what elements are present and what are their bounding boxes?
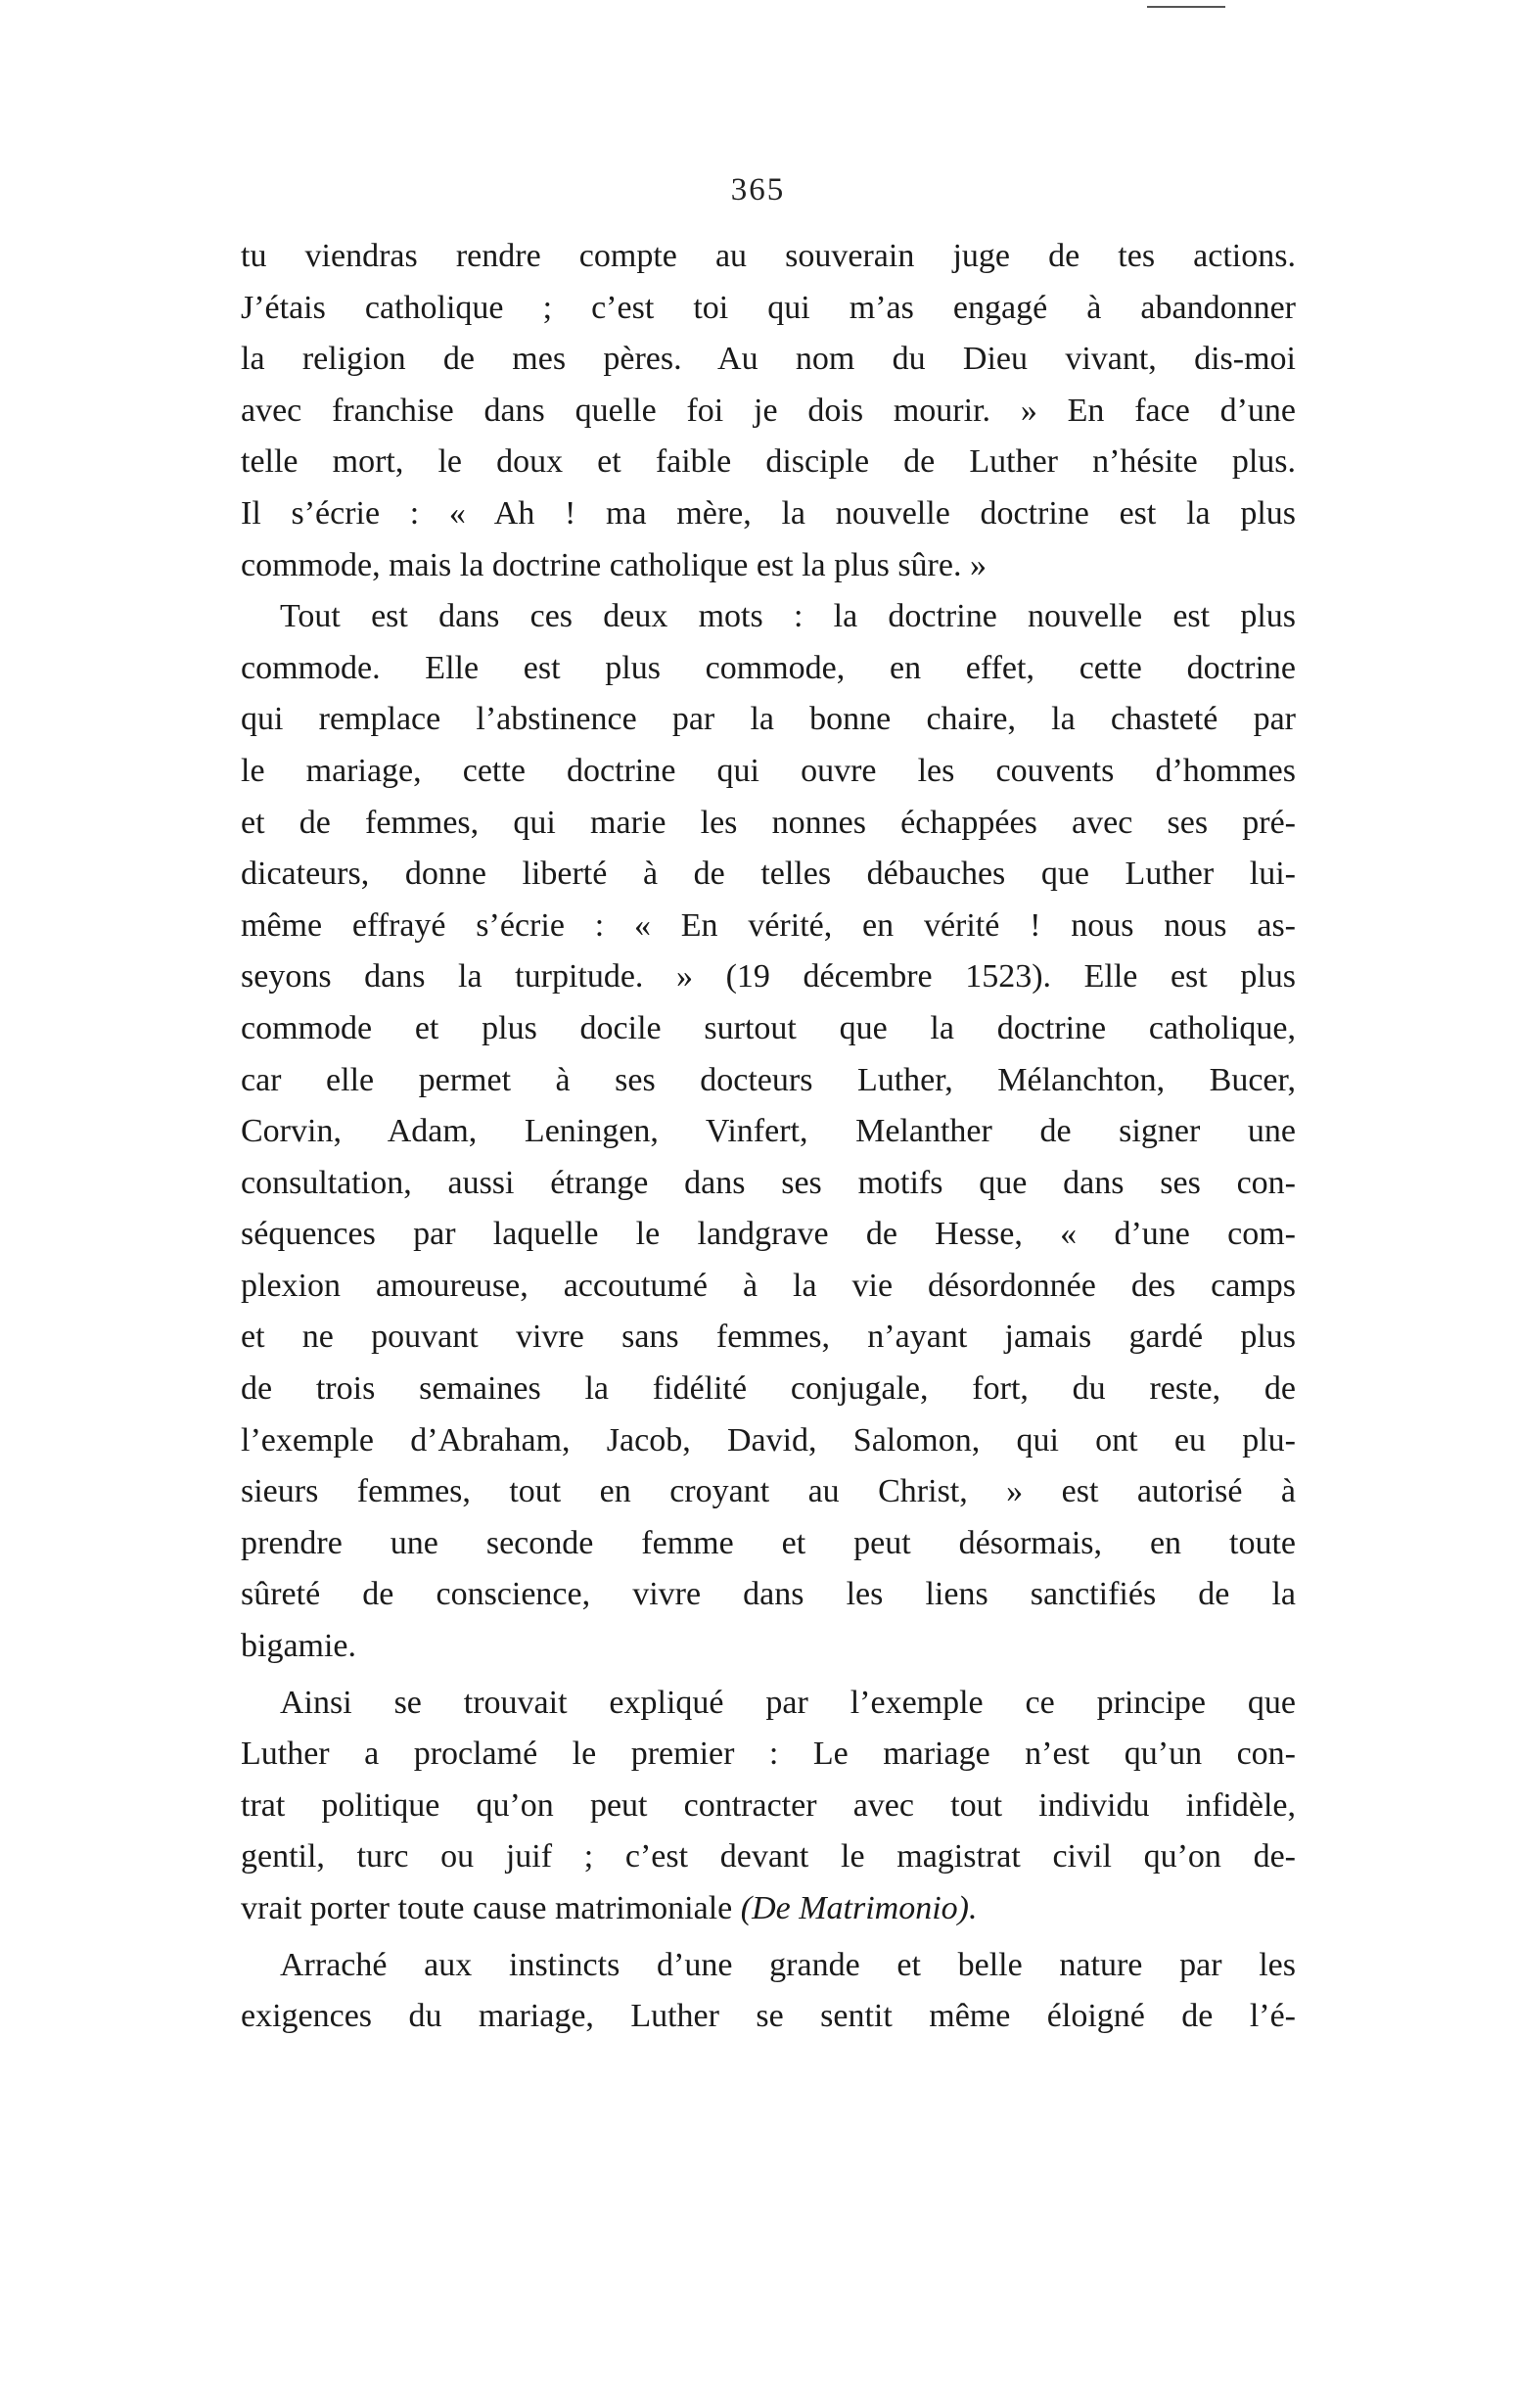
text-line: même effrayé s’écrie : « En vérité, en vérité ! nous nous as- [241,906,1296,944]
text-line: le mariage, cette doctrine qui ouvre les couvents d’hommes [241,752,1296,789]
citation: (De Matrimonio). [740,1890,978,1926]
text-line: plexion amoureuse, accoutumé à la vie désordonnée des camps [241,1267,1296,1304]
text-line: bigamie. [241,1628,357,1665]
text-line: séquences par laquelle le landgrave de Hesse, « d’une com- [241,1216,1296,1253]
text-line: Arraché aux instincts d’une grande et belle nature par les [280,1946,1296,1983]
text-line-content: vrait porter toute cause matrimoniale [241,1890,733,1926]
text-line: seyons dans la turpitude. » (19 décembre 1523). Elle est plus [241,958,1296,996]
text-line: commode, mais la doctrine catholique est la plus sûre. » [241,546,987,583]
text-line: avec franchise dans quelle foi je dois mourir. » En face d’une [241,392,1296,429]
text-line: tu viendras rendre compte au souverain juge de tes actions. [241,238,1296,274]
text-line: qui remplace l’abstinence par la bonne chaire, la chasteté par [241,701,1296,738]
text-line: Il s’écrie : « Ah ! ma mère, la nouvelle doctrine est la plus [241,494,1296,532]
text-line: Ainsi se trouvait expliqué par l’exemple ce principe que [280,1684,1296,1721]
text-line: trat politique qu’on peut contracter avec tout individu infidèle, [241,1786,1296,1824]
text-line: consultation, aussi étrange dans ses motifs que dans ses con- [241,1164,1296,1201]
body-text [241,231,1296,2043]
text-line: Corvin, Adam, Leningen, Vinfert, Melanther de signer une [241,1113,1296,1150]
text-line: commode et plus docile surtout que la doctrine catholique, [241,1009,1296,1046]
page-number: 365 [730,172,786,208]
text-line: telle mort, le doux et faible disciple de Luther n’hésite plus. [241,443,1296,481]
text-line: l’exemple d’Abraham, Jacob, David, Salomon, qui ont eu plu- [241,1421,1296,1459]
text-line: commode. Elle est plus commode, en effet, cette doctrine [241,649,1296,686]
text-line: gentil, turc ou juif ; c’est devant le magistrat civil qu’on de- [241,1838,1296,1875]
corner-rule [1147,6,1225,8]
text-line: Luther a proclamé le premier : Le mariage n’est qu’un con- [241,1736,1296,1773]
text-line: de trois semaines la fidélité conjugale, fort, du reste, de [241,1370,1296,1408]
text-line: sieurs femmes, tout en croyant au Christ, » est autorisé à [241,1473,1296,1510]
text-line: prendre une seconde femme et peut désormais, en toute [241,1524,1296,1561]
text-line: Tout est dans ces deux mots : la doctrine nouvelle est plus [280,598,1296,635]
text-line: et de femmes, qui marie les nonnes échappées avec ses pré- [241,804,1296,841]
text-line: la religion de mes pères. Au nom du Dieu vivant, dis-moi [241,341,1296,378]
text-line: sûreté de conscience, vivre dans les liens sanctifiés de la [241,1576,1296,1613]
text-line: dicateurs, donne liberté à de telles débauches que Luther lui- [241,856,1296,893]
text-line [241,1883,1296,1935]
text-line: car elle permet à ses docteurs Luther, Mélanchton, Bucer, [241,1061,1296,1098]
text-line: J’étais catholique ; c’est toi qui m’as engagé à abandonner [241,289,1296,326]
text-line: exigences du mariage, Luther se sentit même éloigné de l’é- [241,1998,1296,2035]
text-line: et ne pouvant vivre sans femmes, n’ayant jamais gardé plus [241,1319,1296,1356]
